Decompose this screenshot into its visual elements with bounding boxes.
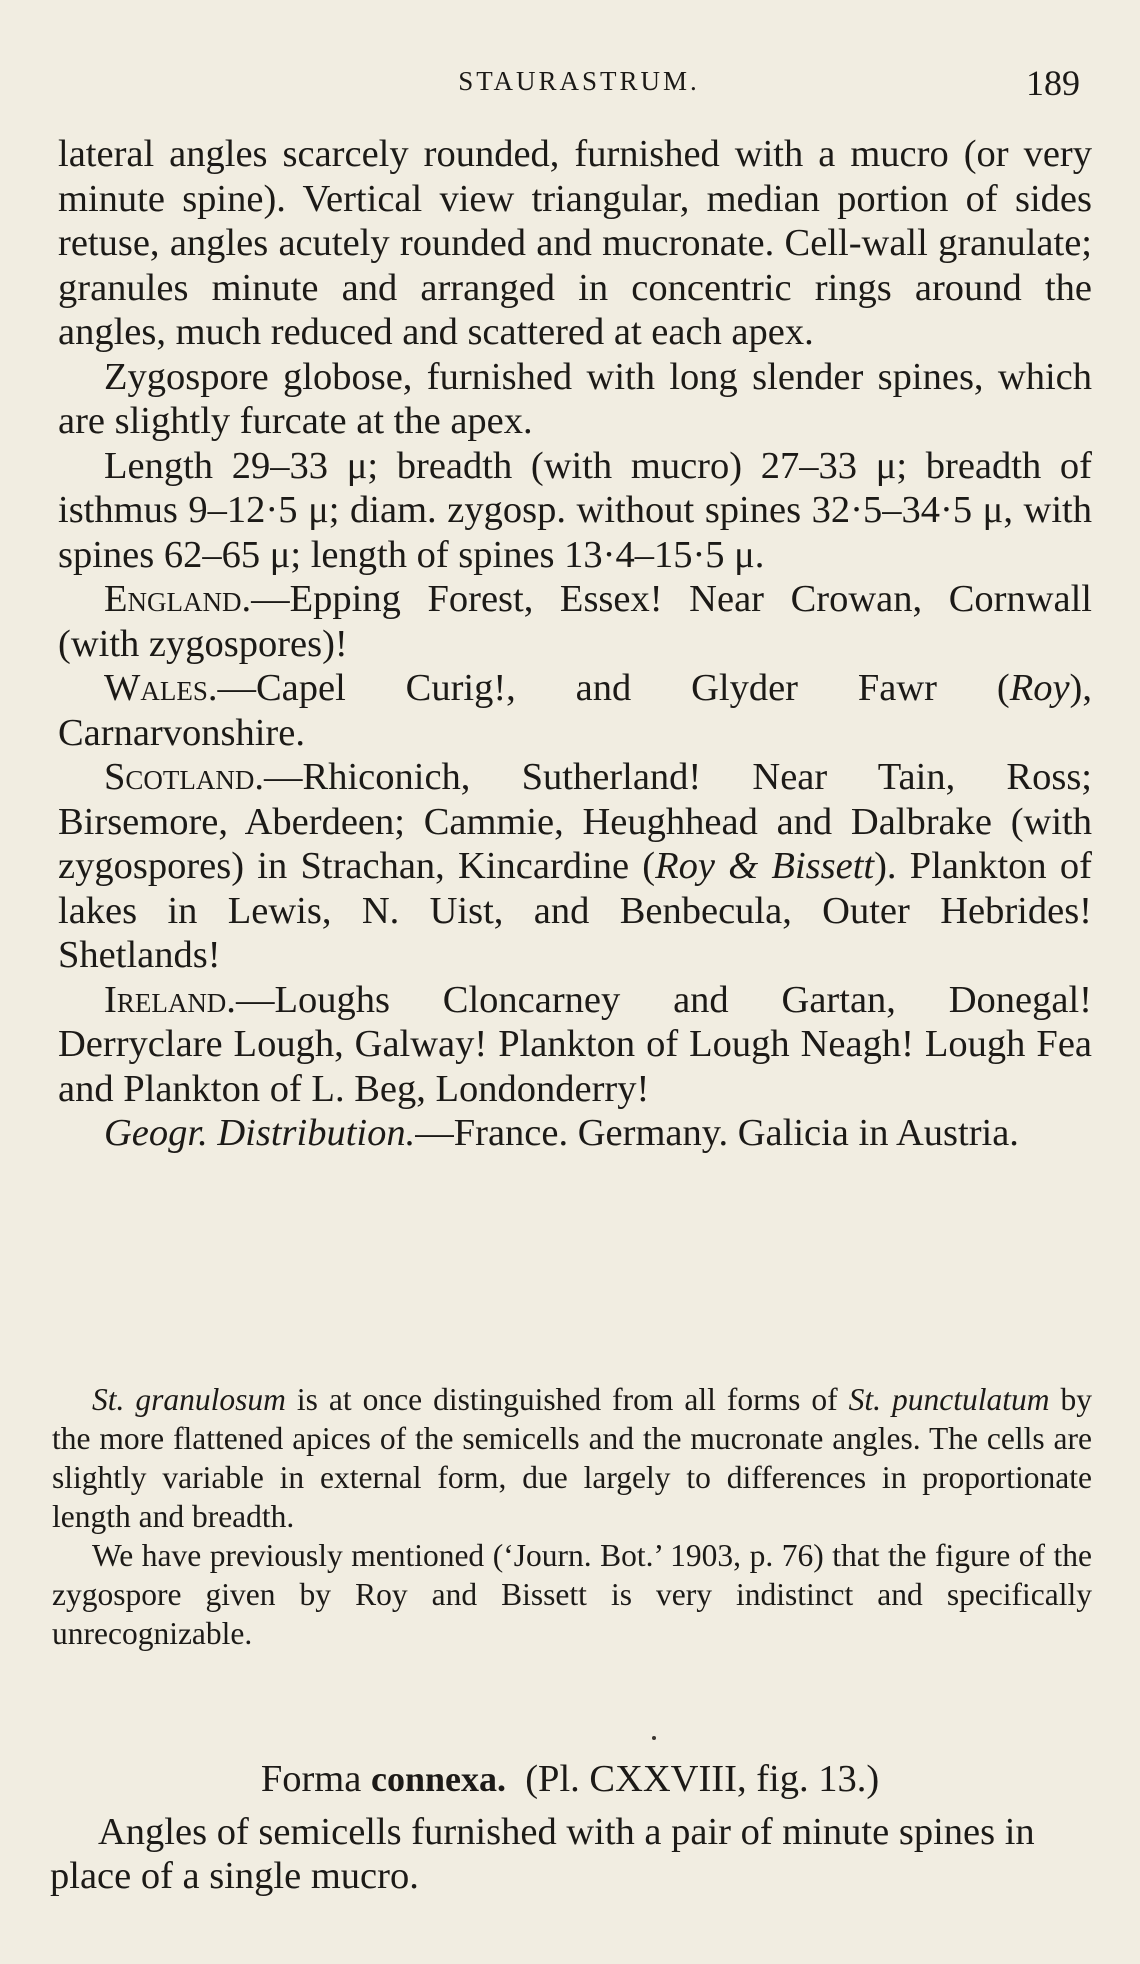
locality-ireland bbox=[58, 978, 1092, 1112]
authority-name: Roy bbox=[1009, 667, 1070, 709]
species-description-body bbox=[58, 132, 1092, 1156]
region-label: Scotland. bbox=[104, 756, 265, 798]
zygospore-paragraph: Zygospore globose, furnished with long slender spines, which are slightly furcate at the apex. bbox=[58, 355, 1092, 442]
species-name: St. granulosum bbox=[92, 1382, 286, 1417]
page-number: 189 bbox=[1026, 63, 1080, 103]
region-label: England. bbox=[104, 578, 252, 620]
running-title: STAURASTRUM. bbox=[458, 66, 700, 96]
locality-scotland bbox=[58, 755, 1092, 978]
authority-name: Roy & Bissett bbox=[655, 845, 875, 887]
remarks-paragraph-1 bbox=[52, 1380, 1092, 1536]
distribution-label: Geogr. Distribution. bbox=[104, 1112, 416, 1154]
remarks-text: by the more flattened apices of the semicells and the mucronate angles. The cells are slightly variable in external form, due largely to differences in proportionate length and breadth. bbox=[52, 1382, 1092, 1534]
forma-heading bbox=[0, 1754, 1140, 1804]
remarks-paragraph-2: We have previously mentioned (‘Journ. Bot.’ 1903, p. 76) that the figure of the zygospore given by Roy and Bissett is very indistinct and specifically unrecognizable. bbox=[52, 1538, 1092, 1651]
plate-reference: (Pl. CXXVIII, fig. 13.) bbox=[525, 1758, 880, 1800]
remarks-section bbox=[52, 1380, 1092, 1653]
locality-text: —Loughs Cloncarney and Gartan, Donegal! Derryclare Lough, Galway! Plankton of Lough Neagh! Lough Fea and Plankton of L. Beg, Londonderry! bbox=[58, 978, 1092, 1110]
locality-text: —Rhiconich, Sutherland! Near Tain, Ross; Birsemore, Aberdeen; Cammie, Heughhead and Dalbrake (with zygospores) in Strachan, Kincardine ( bbox=[58, 756, 1092, 887]
geographic-distribution bbox=[58, 1111, 1092, 1156]
locality-text: ), Carnarvonshire. bbox=[58, 667, 1092, 754]
region-label: Wales. bbox=[104, 667, 218, 709]
locality-text: ). Plankton of lakes in Lewis, N. Uist, and Benbecula, Outer Hebrides! Shetlands! bbox=[58, 845, 1092, 976]
forma-description: Angles of semicells furnished with a pair of minute spines in place of a single mucro. bbox=[50, 1811, 1035, 1897]
locality-text: —Epping Forest, Essex! Near Crowan, Cornwall (with zygospores)! bbox=[58, 578, 1092, 665]
distribution-text: —France. Germany. Galicia in Austria. bbox=[415, 1112, 1019, 1154]
section-dot bbox=[652, 1736, 656, 1740]
locality-england bbox=[58, 577, 1092, 666]
page-header bbox=[58, 62, 1100, 106]
locality-text: —Capel Curig!, and Glyder Fawr ( bbox=[217, 667, 1010, 709]
locality-wales bbox=[58, 666, 1092, 755]
measurements-paragraph: Length 29–33 μ; breadth (with mucro) 27–33 μ; breadth of isthmus 9–12·5 μ; diam. zygosp. without spines 32·5–34·5 μ, with spines 62–65 μ; length of spines 13·4–15·5 μ. bbox=[58, 444, 1092, 576]
forma-name: connexa. bbox=[370, 1759, 506, 1799]
morphology-paragraph: lateral angles scarcely rounded, furnished with a mucro (or very minute spine). Vertical view triangular, median portion of sides retuse, angles acutely rounded and mucronate. Cell-wall granulate; granules minute and arranged in concentric rings around the angles, much reduced and scattered at each apex. bbox=[58, 133, 1092, 353]
remarks-text: is at once distinguished from all forms of bbox=[285, 1382, 849, 1417]
forma-prefix: Forma bbox=[260, 1758, 362, 1800]
region-label: Ireland. bbox=[104, 978, 236, 1021]
species-name: St. punctulatum bbox=[848, 1382, 1050, 1417]
